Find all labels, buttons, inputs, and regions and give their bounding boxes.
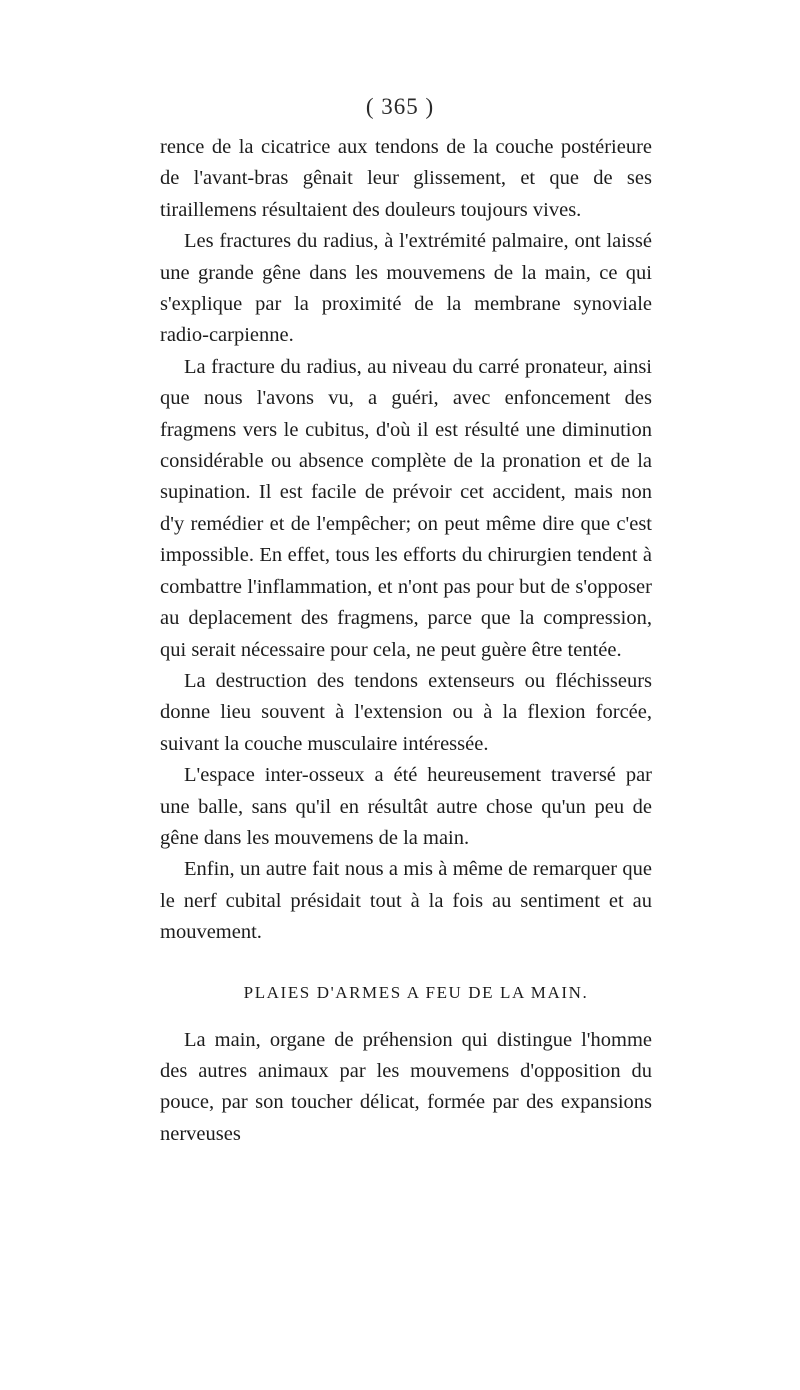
paragraph-nerf-cubital: Enfin, un autre fait nous a mis à même de remarquer que le nerf cubital présidait tout à la fois au sentiment et au mouvement.: [160, 858, 652, 944]
paragraph-la-main: La main, organe de préhension qui distingue l'homme des autres animaux par les mouvemens d'opposition du pouce, par son toucher délicat, formée par des expansions nerveuses: [160, 1028, 652, 1145]
section-heading: PLAIES D'ARMES A FEU DE LA MAIN.: [243, 982, 589, 1002]
paragraph-carre-pronateur: La fracture du radius, au niveau du carré pronateur, ainsi que nous l'avons vu, a guéri, avec enfoncement des fragmens vers le cubitus, d'où il est résulté une diminution considérable ou absence complète de la pronation et de la supination. Il est facile de prévoir cet accident, mais non d'y remédier et de l'empêcher; on peut même dire que c'est impossible. En effet, tous les efforts du chirurgien tendent à combattre l'inflammation, et n'ont pas pour but de s'opposer au deplacement des fragmens, parce que la compression, qui serait nécessaire pour cela, ne peut guère être tentée.: [160, 355, 652, 661]
page-number: ( 365 ): [365, 94, 435, 119]
paragraph-tendons: La destruction des tendons extenseurs ou fléchisseurs donne lieu souvent à l'extension ou à la flexion forcée, suivant la couche musculaire intéressée.: [160, 669, 652, 755]
body-text: [160, 132, 652, 1150]
paragraph-continuation: rence de la cicatrice aux tendons de la couche postérieure de l'avant-bras gênait leur glissement, et que de ses tiraillemens résultaient des douleurs toujours vives.: [160, 136, 652, 221]
paragraph-inter-osseux: L'espace inter-osseux a été heureusement traversé par une balle, sans qu'il en résultât autre chose qu'un peu de gêne dans les mouvemens de la main.: [160, 764, 652, 849]
paragraph-radius-palmaire: Les fractures du radius, à l'extrémité palmaire, ont laissé une grande gêne dans les mouvemens de la main, ce qui s'explique par la proximité de la membrane synoviale radio-carpienne.: [160, 230, 652, 347]
